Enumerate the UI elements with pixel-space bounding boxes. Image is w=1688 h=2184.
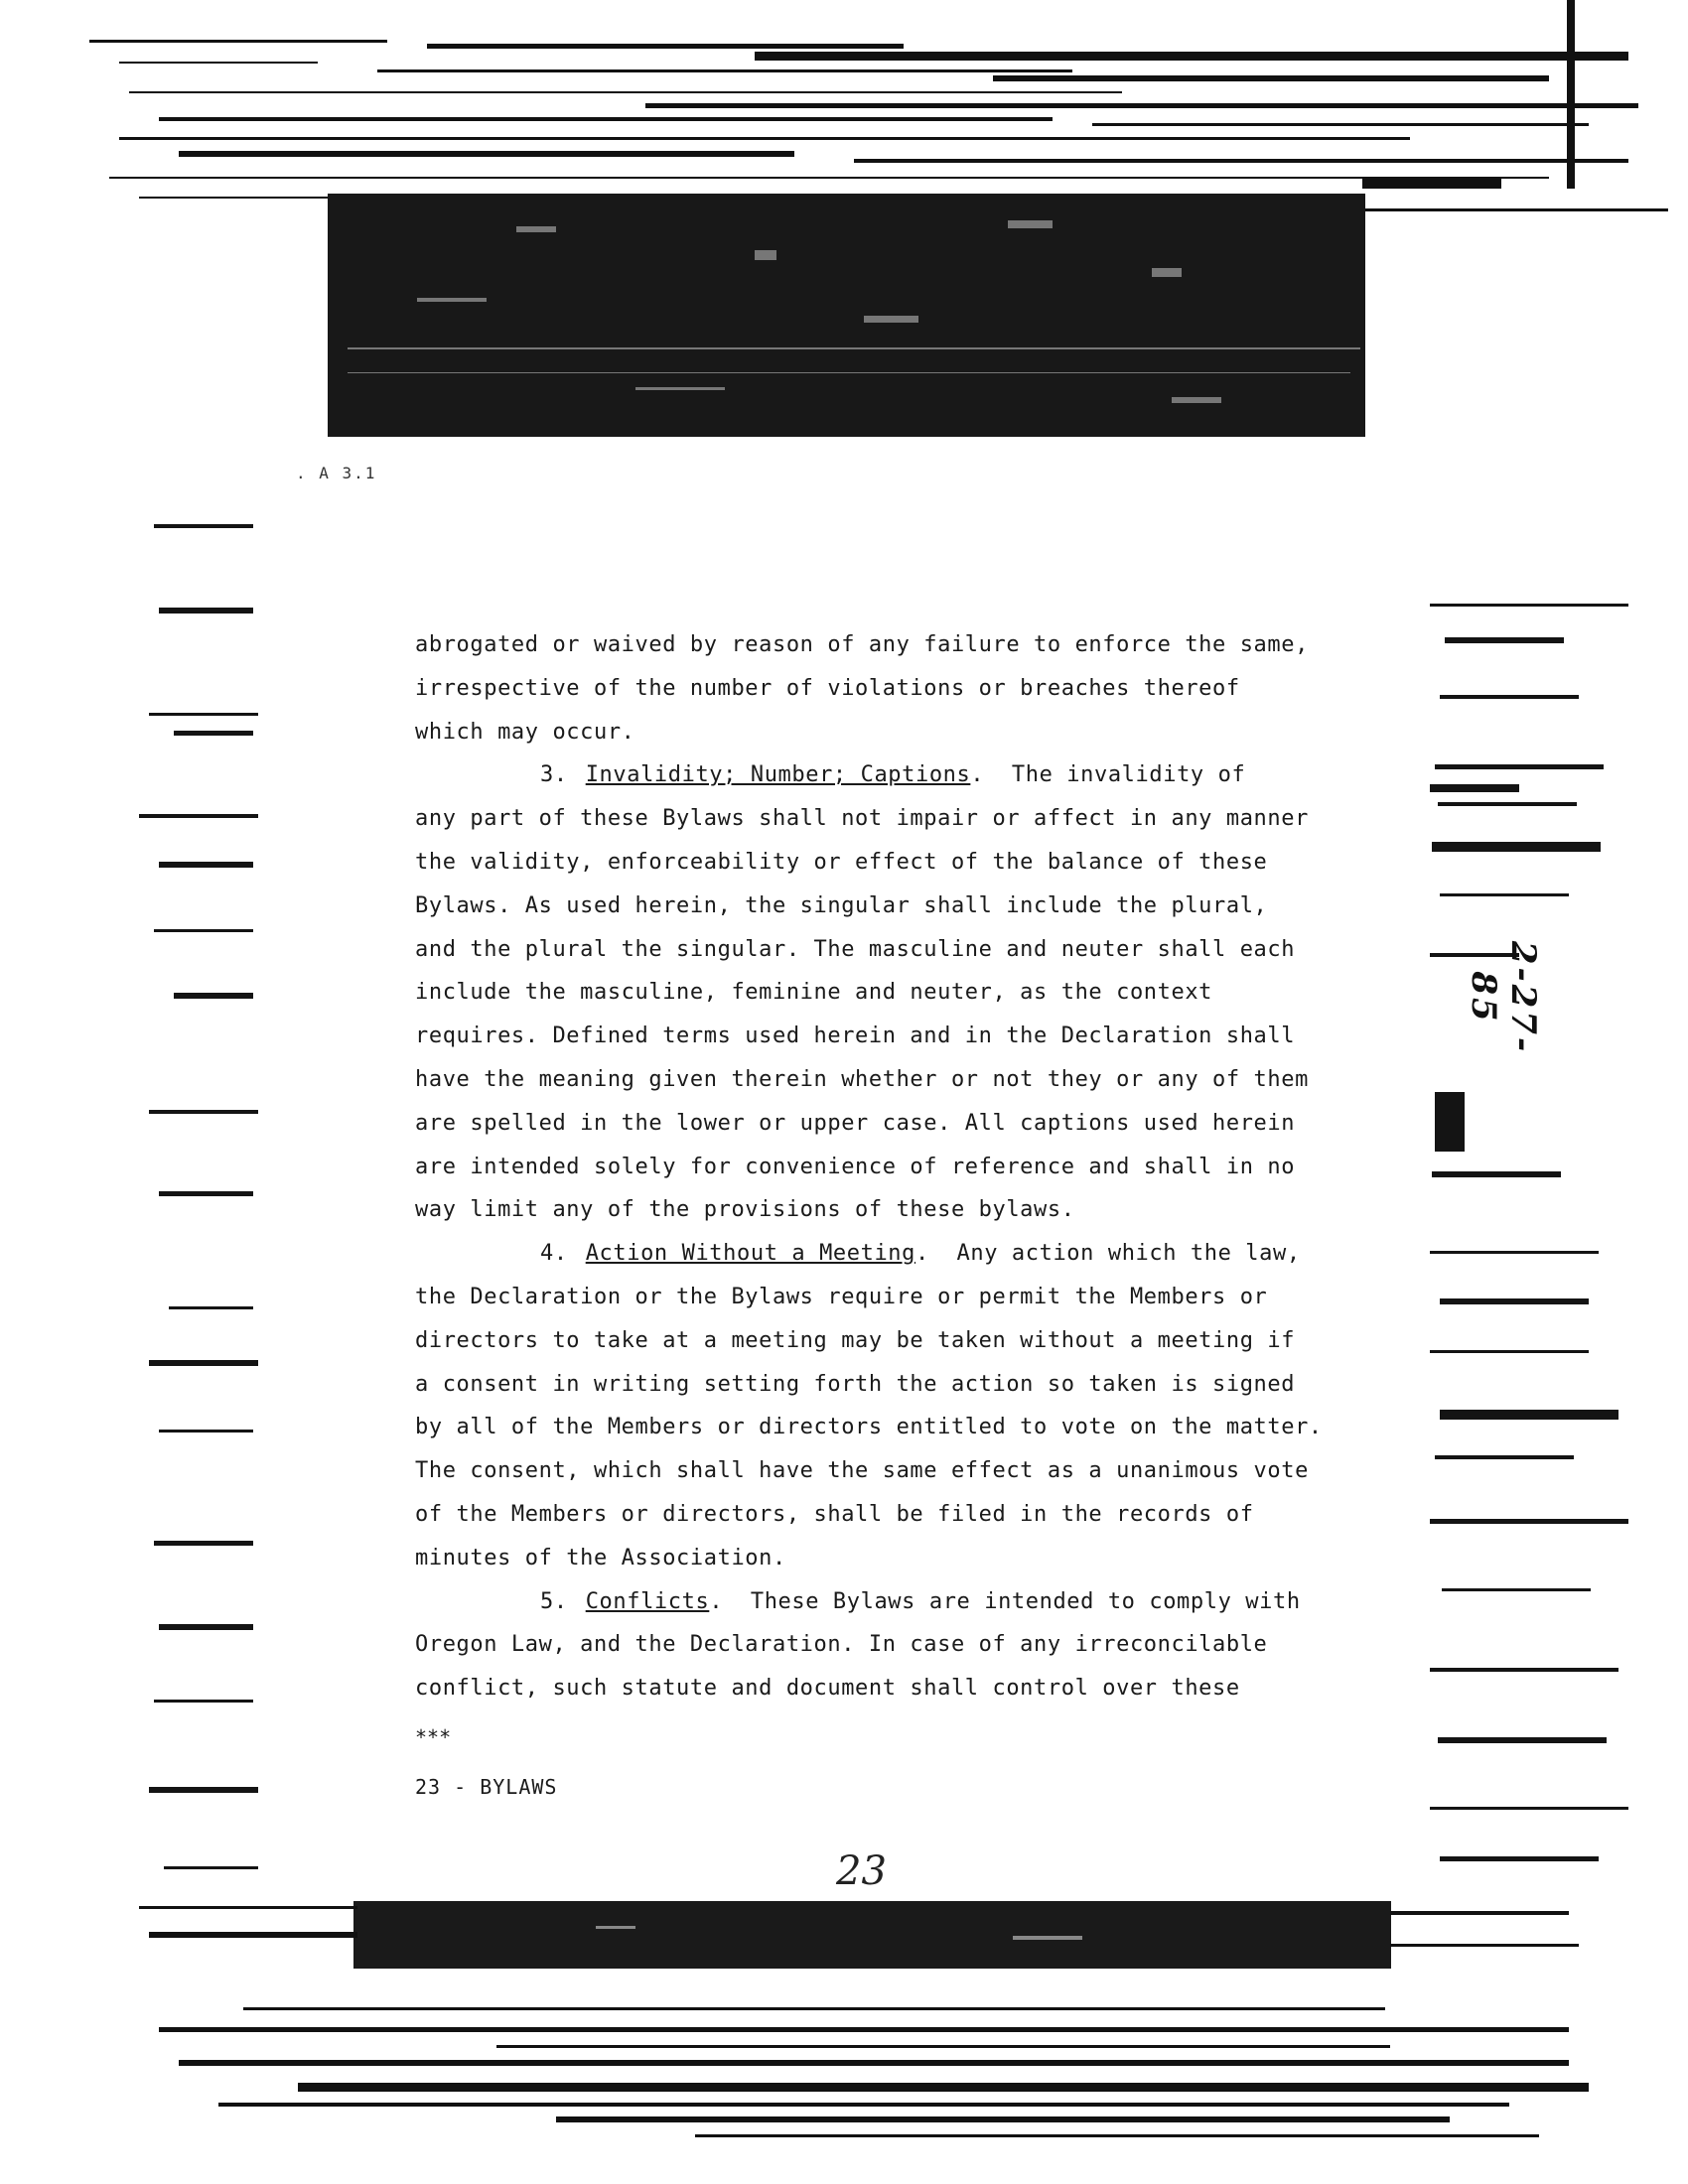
section-heading: Conflicts bbox=[585, 1588, 710, 1614]
text-line: The consent, which shall have the same effect as a unanimous vote bbox=[415, 1458, 1309, 1484]
text-line: requires. Defined terms used herein and in the Declaration shall bbox=[415, 1024, 1296, 1049]
text-line: by all of the Members or directors entitled to vote on the matter. bbox=[415, 1415, 1323, 1440]
text-line: any part of these Bylaws shall not impair or affect in any manner bbox=[415, 806, 1309, 832]
corner-mark: . A 3.1 bbox=[296, 464, 377, 482]
text-line: abrogated or waived by reason of any failure to enforce the same, bbox=[415, 632, 1309, 657]
section-3: 3. Invalidity; Number; Captions. The invalidity of any part of these Bylaws shall not impair or affect in any manner the validity, enforceability or effect of the balance of these Bylaws. As used herein, the singular shall include the plural, and the plural the singular. The masculine and neuter shall each include the masculine, feminine and neuter, as the context requires. Defined terms used herein and in the Declaration shall have the meaning given therein whether or not they or any of them are spelled in the lower or upper case. All captions used herein are intended solely for convenience of reference and shall in no way limit any of the provisions of these bylaws. bbox=[415, 762, 1309, 1223]
top-dark-band bbox=[328, 194, 1365, 454]
document-body bbox=[415, 623, 1329, 1710]
handwritten-margin-date: 2-27-85 bbox=[1464, 940, 1543, 1055]
text-line: conflict, such statute and document shall control over these bbox=[415, 1676, 1240, 1702]
text-line: are spelled in the lower or upper case. All captions used herein bbox=[415, 1110, 1296, 1136]
section-4: 4. Action Without a Meeting. Any action which the law, the Declaration or the Bylaws require or permit the Members or directors to take at a meeting may be taken without a meeting if a consent in writing setting forth the action so taken is signed by all of the Members or directors entitled to vote on the matter. The consent, which shall have the same effect as a unanimous vote of the Members or directors, shall be filed in the records of minutes of the Association. bbox=[415, 1241, 1323, 1570]
bottom-dark-band bbox=[353, 1901, 1391, 1969]
text-line: the Declaration or the Bylaws require or permit the Members or bbox=[415, 1284, 1268, 1309]
page-footer-label: 23 - BYLAWS bbox=[415, 1775, 558, 1799]
text-line: Oregon Law, and the Declaration. In case of any irreconcilable bbox=[415, 1632, 1268, 1658]
section-5: 5. Conflicts. These Bylaws are intended to comply with Oregon Law, and the Declaration. In case of any irreconcilable conflict, such statute and document shall control over these bbox=[415, 1588, 1301, 1702]
text-line: are intended solely for convenience of reference and shall in no bbox=[415, 1154, 1296, 1179]
section-number: 4. bbox=[540, 1241, 568, 1267]
text-line: directors to take at a meeting may be taken without a meeting if bbox=[415, 1327, 1296, 1353]
text-line: way limit any of the provisions of these bylaws. bbox=[415, 1197, 1075, 1223]
text-line: These Bylaws are intended to comply with bbox=[750, 1588, 1301, 1614]
text-line: a consent in writing setting forth the action so taken is signed bbox=[415, 1371, 1296, 1397]
section-heading: Action Without a Meeting bbox=[585, 1241, 915, 1267]
section-number: 5. bbox=[540, 1588, 568, 1614]
text-line: the validity, enforceability or effect of the balance of these bbox=[415, 849, 1268, 875]
footer-stars: *** bbox=[415, 1725, 452, 1749]
text-line: have the meaning given therein whether or not they or any of them bbox=[415, 1066, 1309, 1092]
paragraph-continuation bbox=[415, 623, 1329, 753]
text-line: include the masculine, feminine and neuter, as the context bbox=[415, 980, 1213, 1006]
section-number: 3. bbox=[540, 762, 568, 788]
text-line: which may occur. bbox=[415, 719, 635, 745]
text-line: Any action which the law, bbox=[956, 1241, 1301, 1267]
text-line: The invalidity of bbox=[1011, 762, 1246, 788]
text-line: Bylaws. As used herein, the singular shall include the plural, bbox=[415, 892, 1268, 918]
text-line: and the plural the singular. The masculine and neuter shall each bbox=[415, 936, 1296, 962]
text-line: minutes of the Association. bbox=[415, 1545, 786, 1570]
text-line: of the Members or directors, shall be filed in the records of bbox=[415, 1501, 1254, 1527]
handwritten-page-number: 23 bbox=[836, 1848, 887, 1894]
text-line: irrespective of the number of violations or breaches thereof bbox=[415, 675, 1240, 701]
section-heading: Invalidity; Number; Captions bbox=[585, 762, 971, 788]
